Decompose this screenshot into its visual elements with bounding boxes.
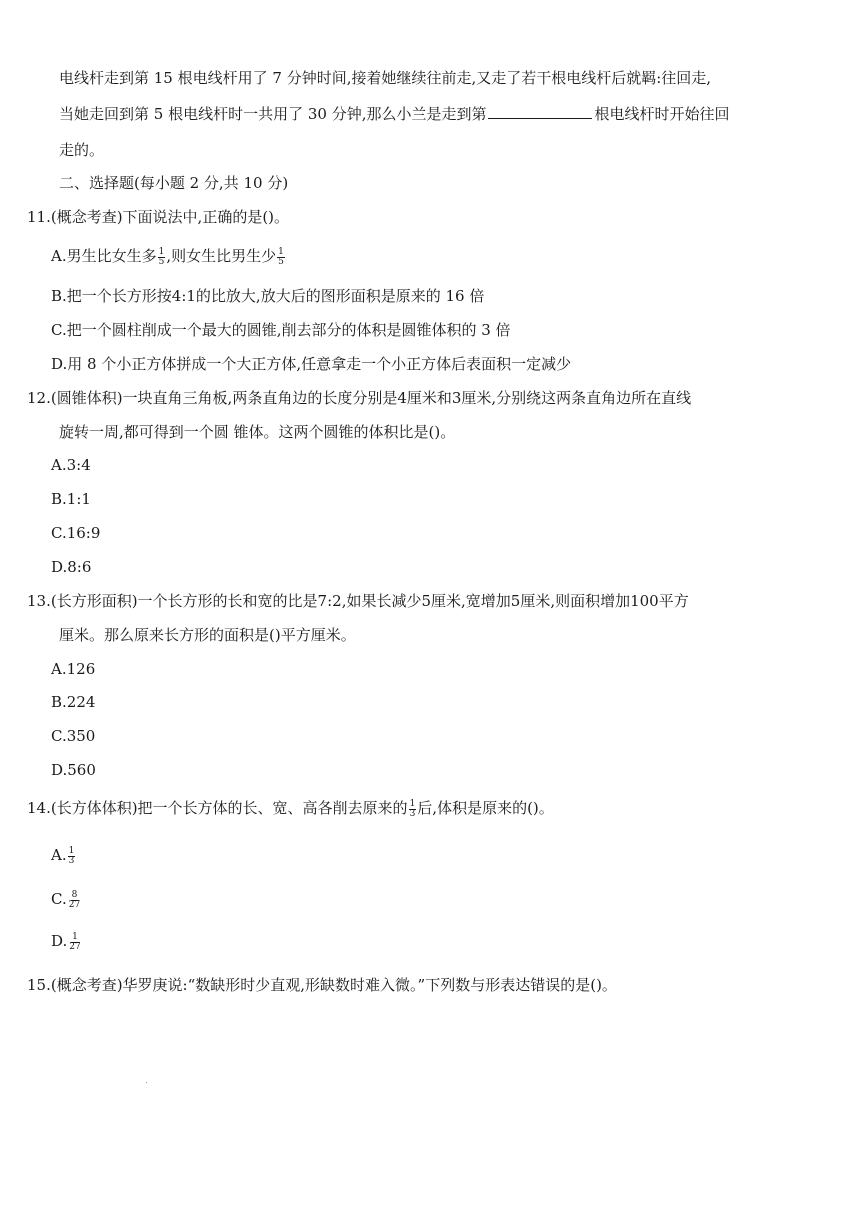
q14-stem-pre: 14.(长方体体积)把一个长方体的长、宽、高各削去原来的 bbox=[27, 799, 408, 817]
q13-stem-line-1: 13.(长方形面积)一个长方形的长和宽的比是7:2,如果长减少5厘米,宽增加5厘米,则面积增加100平方 bbox=[27, 592, 689, 610]
fraction-denominator: 27 bbox=[69, 941, 81, 952]
intro-line-2 bbox=[59, 102, 730, 126]
fraction-numerator: 1 bbox=[158, 246, 165, 257]
fraction bbox=[158, 248, 166, 267]
q14-option-a[interactable] bbox=[51, 843, 76, 867]
fraction-numerator: 1 bbox=[278, 246, 284, 257]
q14-option-d[interactable] bbox=[51, 929, 83, 953]
q11-option-c[interactable]: C.把一个圆柱削成一个最大的圆锥,削去部分的体积是圆锥体积的 3 倍 bbox=[51, 321, 511, 339]
intro-line-2-before: 当她走回到第 5 根电线杆时一共用了 30 分钟,那么小兰是走到第 bbox=[59, 105, 487, 123]
q13-option-a[interactable]: A.126 bbox=[51, 660, 96, 678]
fraction-numerator: 1 bbox=[68, 845, 75, 856]
fraction bbox=[68, 891, 81, 910]
q15-stem: 15.(概念考查)华罗庚说:“数缺形时少直观,形缺数时难入微。”下列数与形表达错误的是()。 bbox=[27, 976, 617, 994]
option-label: C. bbox=[51, 890, 67, 908]
q12-stem-line-1: 12.(圆锥体积)一块直角三角板,两条直角边的长度分别是4厘米和3厘米,分别绕这两条直角边所在直线 bbox=[27, 389, 692, 407]
q13-option-d[interactable]: D.560 bbox=[51, 761, 96, 779]
q13-stem-line-2: 厘米。那么原来长方形的面积是()平方厘米。 bbox=[59, 626, 356, 644]
q12-stem-line-2: 旋转一周,都可得到一个圆 锥体。这两个圆锥的体积比是()。 bbox=[59, 423, 456, 441]
fraction bbox=[277, 248, 285, 267]
q11-option-b[interactable]: B.把一个长方形按4:1的比放大,放大后的图形面积是原来的 16 倍 bbox=[51, 287, 485, 305]
q14-stem bbox=[27, 796, 554, 820]
fraction-denominator: 5 bbox=[278, 256, 284, 267]
q12-option-b[interactable]: B.1:1 bbox=[51, 490, 91, 508]
option-label: A. bbox=[51, 846, 67, 864]
scan-speck bbox=[146, 1082, 147, 1083]
fraction-denominator: 27 bbox=[68, 899, 81, 910]
fraction bbox=[409, 800, 417, 819]
fraction-denominator: 3 bbox=[68, 855, 75, 866]
fraction-numerator: 1 bbox=[72, 931, 78, 942]
fraction bbox=[68, 933, 81, 952]
q11-stem: 11.(概念考查)下面说法中,正确的是()。 bbox=[27, 208, 290, 226]
option-label: D. bbox=[51, 932, 68, 950]
q12-option-a[interactable]: A.3:4 bbox=[51, 456, 91, 474]
fraction-numerator: 1 bbox=[409, 798, 416, 809]
q12-option-d[interactable]: D.8:6 bbox=[51, 558, 92, 576]
q14-option-c[interactable] bbox=[51, 887, 82, 911]
fraction-denominator: 5 bbox=[158, 256, 165, 267]
q11-a-mid: ,则女生比男生少 bbox=[166, 247, 277, 265]
intro-line-1: 电线杆走到第 15 根电线杆用了 7 分钟时间,接着她继续往前走,又走了若干根电线杆后就羁:往回走, bbox=[59, 69, 712, 87]
q13-option-b[interactable]: B.224 bbox=[51, 693, 96, 711]
fraction-denominator: 3 bbox=[409, 808, 416, 819]
answer-blank[interactable] bbox=[488, 103, 592, 119]
q11-option-a[interactable] bbox=[51, 244, 286, 268]
q11-a-pre: A.男生比女生多 bbox=[51, 247, 157, 265]
q13-option-c[interactable]: C.350 bbox=[51, 727, 96, 745]
fraction bbox=[68, 847, 76, 866]
q14-stem-post: 后,体积是原来的()。 bbox=[417, 799, 554, 817]
q11-option-d[interactable]: D.用 8 个小正方体拼成一个大正方体,任意拿走一个小正方体后表面积一定减少 bbox=[51, 355, 572, 373]
fraction-numerator: 8 bbox=[71, 889, 78, 900]
section-title: 二、选择题(每小题 2 分,共 10 分) bbox=[59, 174, 289, 192]
intro-line-2-after: 根电线杆时开始往回 bbox=[594, 105, 730, 123]
intro-line-3: 走的。 bbox=[59, 141, 105, 159]
q12-option-c[interactable]: C.16:9 bbox=[51, 524, 101, 542]
